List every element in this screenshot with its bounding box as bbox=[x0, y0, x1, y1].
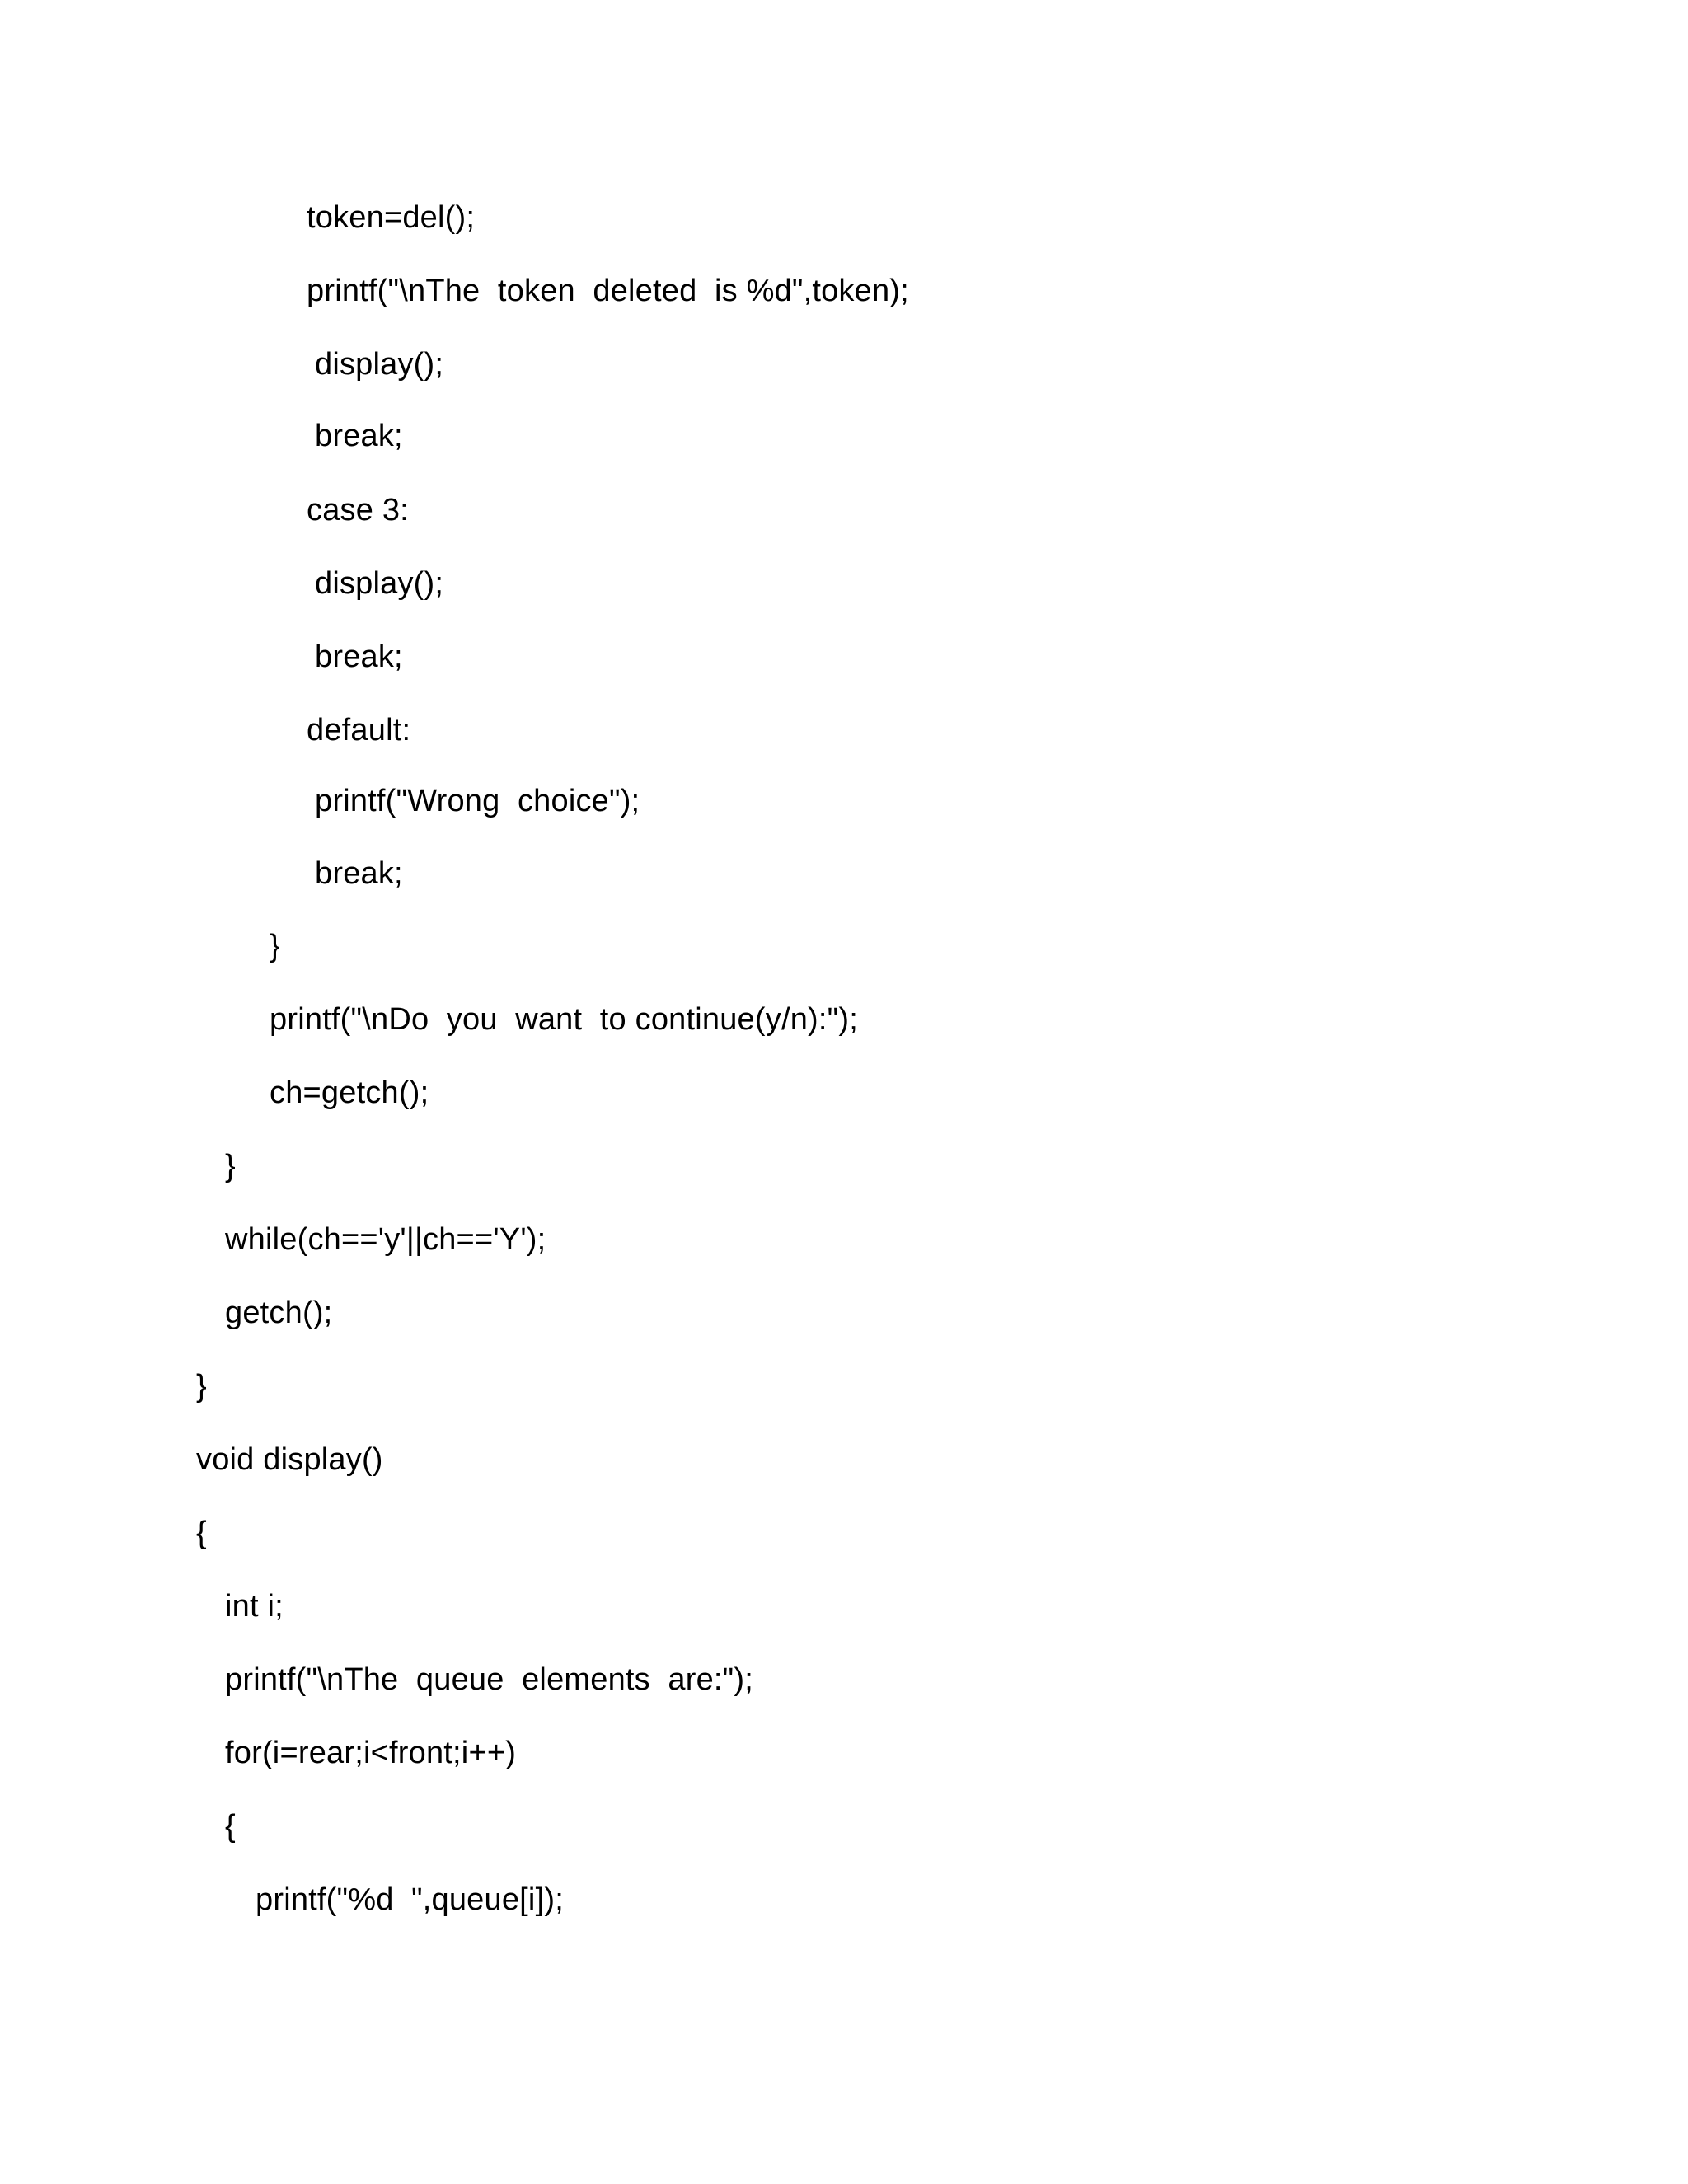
code-line: break; bbox=[315, 419, 403, 453]
code-line: break; bbox=[315, 856, 403, 891]
code-line: printf("Wrong choice"); bbox=[315, 784, 640, 818]
code-line: } bbox=[196, 1369, 207, 1404]
code-line: for(i=rear;i<front;i++) bbox=[225, 1736, 517, 1770]
code-line: printf("%d ",queue[i]); bbox=[256, 1882, 564, 1917]
code-line: ch=getch(); bbox=[270, 1076, 429, 1110]
code-line: printf("\nThe token deleted is %d",token); bbox=[307, 274, 909, 308]
code-line: token=del(); bbox=[307, 200, 476, 235]
code-line: default: bbox=[307, 713, 411, 748]
code-line: } bbox=[225, 1149, 236, 1183]
code-line: getch(); bbox=[225, 1296, 333, 1330]
code-line: break; bbox=[315, 640, 403, 674]
code-line: printf("\nThe queue elements are:"); bbox=[225, 1662, 753, 1697]
code-line: case 3: bbox=[307, 493, 409, 527]
code-line: } bbox=[270, 929, 280, 963]
code-line: { bbox=[196, 1516, 207, 1550]
code-line: void display() bbox=[196, 1442, 383, 1477]
code-line: display(); bbox=[315, 566, 444, 601]
code-line: int i; bbox=[225, 1589, 284, 1624]
code-line: printf("\nDo you want to continue(y/n):"); bbox=[270, 1002, 858, 1037]
code-line: { bbox=[225, 1809, 236, 1844]
code-line: display(); bbox=[315, 347, 444, 382]
code-line: while(ch=='y'||ch=='Y'); bbox=[225, 1222, 546, 1257]
